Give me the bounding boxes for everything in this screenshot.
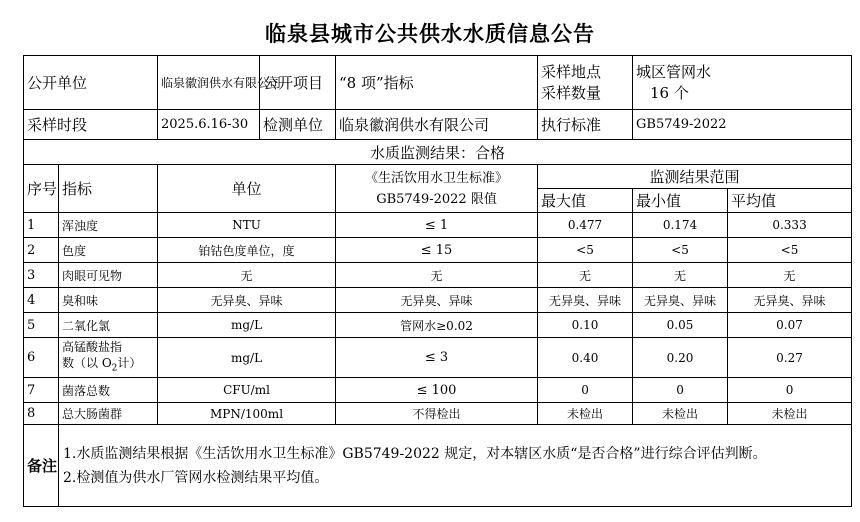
row-max: 无异臭、异味 [538,288,633,313]
publisher-value: 临泉徽润供水有限公司 [158,56,260,110]
row-unit: 无 [158,263,336,288]
row-min: 0.20 [633,338,728,378]
row-indicator [59,338,158,378]
remarks-line-1: 1.水质监测结果根据《生活饮用水卫生标准》GB5749-2022 规定，对本辖区水质“是否合格”进行综合评估判断。 [63,445,767,462]
item-label: 公开项目 [260,56,336,110]
row-indicator: 浑浊度 [59,213,158,238]
row-min: 无 [633,263,728,288]
remarks-content [59,425,852,507]
row-indicator-tail: 计） [117,355,142,370]
row-limit: ≤ 15 [336,238,538,263]
row-no: 4 [24,288,59,313]
row-min: 0 [633,378,728,403]
row-unit: MPN/100ml [158,403,336,425]
row-limit: ≤ 1 [336,213,538,238]
row-indicator: 肉眼可见物 [59,263,158,288]
row-limit: 不得检出 [336,403,538,425]
remarks-line-2: 2.检测值为供水厂管网水检测结果平均值。 [63,469,329,486]
testing-unit-value: 临泉徽润供水有限公司 [336,110,538,140]
testing-unit-label: 检测单位 [260,110,336,140]
row-unit: 铂钴色度单位，度 [158,238,336,263]
row-indicator: 总大肠菌群 [59,403,158,425]
standard-value: GB5749-2022 [633,110,852,140]
header-min: 最小值 [633,189,728,213]
row-indicator: 菌落总数 [59,378,158,403]
row-max: 0.477 [538,213,633,238]
sampling-location-value: 城区管网水 [636,62,712,81]
row-no: 6 [24,338,59,378]
row-indicator-line2 [62,355,154,376]
sampling-location-label: 采样地点 [541,62,602,81]
table-row [24,238,852,263]
row-no: 5 [24,313,59,338]
row-unit: mg/L [158,338,336,378]
row-avg: 0.333 [728,213,852,238]
row-no: 2 [24,238,59,263]
table-row [24,403,852,425]
header-range: 监测结果范围 [538,165,852,189]
row-no: 7 [24,378,59,403]
row-indicator: 色度 [59,238,158,263]
period-value: 2025.6.16-30 [158,110,260,140]
sampling-values [633,56,852,110]
row-max: 无 [538,263,633,288]
row-no: 8 [24,403,59,425]
row-min: 无异臭、异味 [633,288,728,313]
row-avg: 无 [728,263,852,288]
row-unit: CFU/ml [158,378,336,403]
row-max: 0 [538,378,633,403]
sampling-count-value: 16 个 [650,83,689,102]
publisher-label: 公开单位 [24,56,158,110]
row-indicator-subscript: 2 [111,363,118,374]
row-max: <5 [538,238,633,263]
header-avg: 平均值 [728,189,852,213]
row-min: 0.174 [633,213,728,238]
row-indicator: 二氧化氯 [59,313,158,338]
row-min: <5 [633,238,728,263]
row-indicator-line2-text: 数（以 O [62,355,112,370]
row-no: 1 [24,213,59,238]
table-row [24,213,852,238]
row-avg: 0 [728,378,852,403]
row-limit: 无 [336,263,538,288]
header-limit-line1: 《生活饮用水卫生标准》 [365,170,509,186]
page-title: 临泉县城市公共供水水质信息公告 [265,22,595,46]
row-avg: 无异臭、异味 [728,288,852,313]
row-no: 3 [24,263,59,288]
row-avg: 未检出 [728,403,852,425]
sampling-count-label: 采样数量 [541,83,602,102]
result-banner: 水质监测结果：合格 [24,140,852,165]
item-value: “8 项”指标 [336,56,538,110]
row-limit: ≤ 3 [336,338,538,378]
row-avg: 0.27 [728,338,852,378]
row-max: 0.10 [538,313,633,338]
header-limit-line2: GB5749-2022 限值 [376,191,497,207]
row-max: 0.40 [538,338,633,378]
table-row [24,313,852,338]
row-limit: 管网水≥0.02 [336,313,538,338]
header-indicator: 指标 [59,165,158,213]
row-min: 未检出 [633,403,728,425]
table-row [24,338,852,378]
row-max: 未检出 [538,403,633,425]
row-unit: 无异臭、异味 [158,288,336,313]
row-unit: mg/L [158,313,336,338]
header-max: 最大值 [538,189,633,213]
sampling-labels [538,56,633,110]
row-indicator: 臭和味 [59,288,158,313]
period-label: 采样时段 [24,110,158,140]
row-avg: <5 [728,238,852,263]
row-min: 0.05 [633,313,728,338]
table-row [24,378,852,403]
remarks-label: 备注 [24,425,59,507]
water-quality-table [23,55,852,507]
table-row [24,288,852,313]
standard-label: 执行标准 [538,110,633,140]
row-limit: ≤ 100 [336,378,538,403]
header-no: 序号 [24,165,59,213]
header-limit [336,165,538,213]
row-unit: NTU [158,213,336,238]
header-unit: 单位 [158,165,336,213]
row-indicator-line1: 高锰酸盐指 [62,339,123,354]
table-row [24,263,852,288]
row-avg: 0.07 [728,313,852,338]
row-limit: 无异臭、异味 [336,288,538,313]
